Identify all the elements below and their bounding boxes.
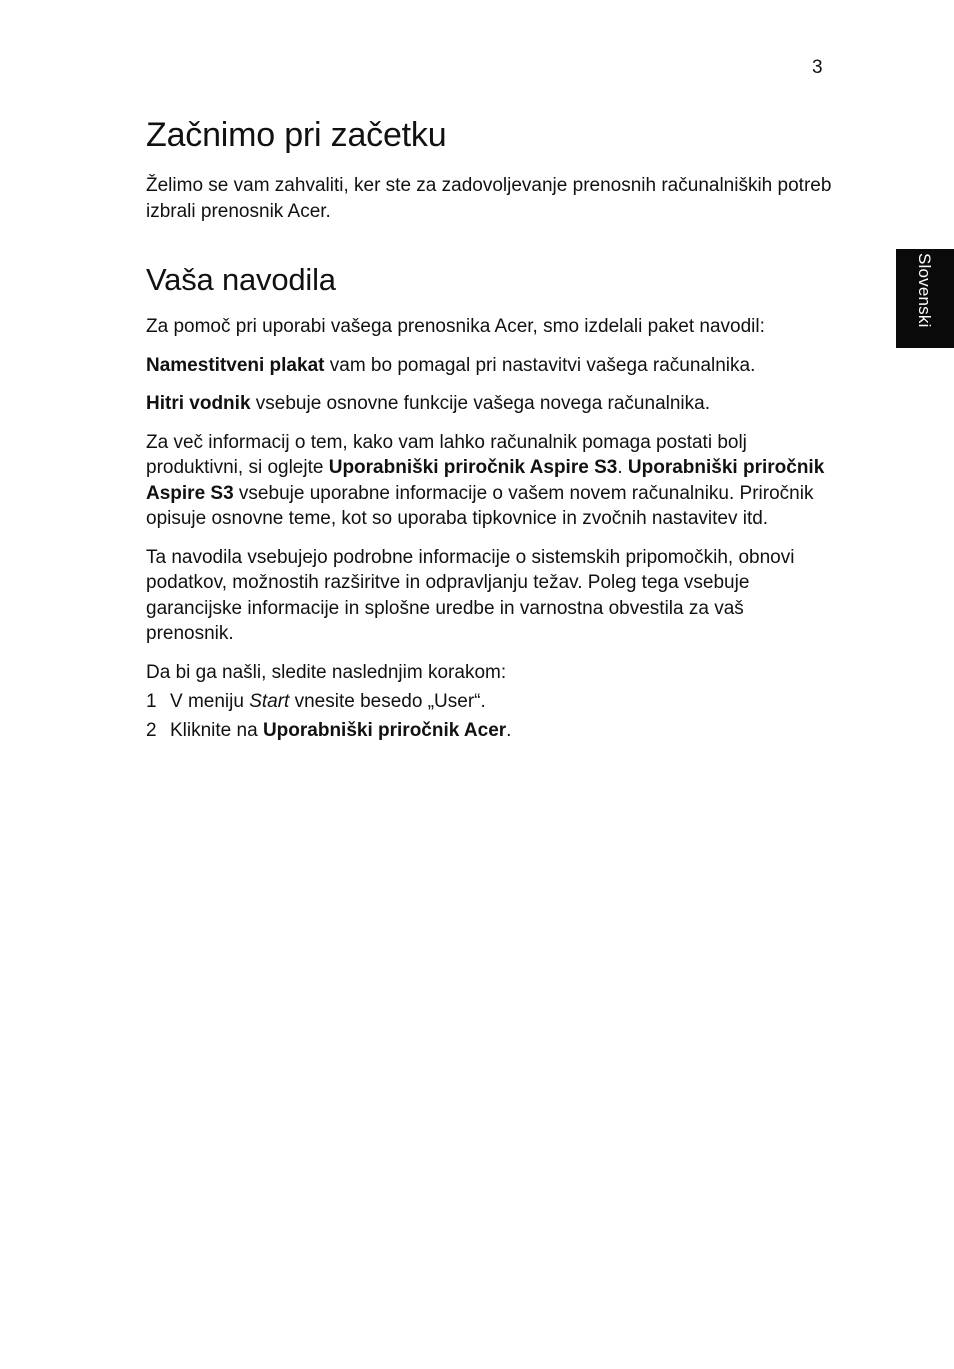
- intro-paragraph: Želimo se vam zahvaliti, ker ste za zadovoljevanje prenosnih računalniških potreb izbrali prenosnik Acer.: [146, 175, 832, 222]
- user-manual-text-a: Za več informacij o tem, kako vam lahko računalnik pomaga postati bolj produktivni, si oglejte: [146, 431, 747, 478]
- step-text: vnesite besedo „User“.: [289, 691, 486, 712]
- start-menu-term: Start: [249, 691, 290, 712]
- step-text: .: [506, 719, 512, 741]
- setup-poster-paragraph: [146, 353, 836, 379]
- quick-guide-text: vsebuje osnovne funkcije vašega novega računalnika.: [250, 393, 710, 414]
- step-text: V meniju: [170, 691, 250, 712]
- steps-list: [146, 689, 836, 743]
- setup-poster-text: vam bo pomagal pri nastavitvi vašega računalnika.: [324, 354, 756, 376]
- heading-your-guides: Vaša navodila: [146, 262, 336, 297]
- step-number: 2: [146, 719, 157, 741]
- guides-intro-paragraph: Za pomoč pri uporabi vašega prenosnika Acer, smo izdelali paket navodil:: [146, 316, 765, 337]
- acer-manual-term: Uporabniški priročnik Acer: [262, 719, 507, 741]
- step-number: 1: [146, 691, 157, 712]
- setup-poster-term: Namestitveni plakat: [146, 354, 325, 376]
- quick-guide-term: Hitri vodnik: [146, 393, 251, 414]
- steps-intro-paragraph: Da bi ga našli, sledite naslednjim korakom:: [146, 661, 507, 683]
- user-manual-title-1: Uporabniški priročnik Aspire S3: [328, 457, 618, 478]
- step-text: Kliknite na: [170, 719, 263, 741]
- language-tab: [896, 249, 954, 348]
- page-number: 3: [812, 57, 823, 78]
- page-content: [146, 115, 836, 746]
- quick-guide-paragraph: [146, 391, 836, 417]
- user-manual-text-c: vsebuje uporabne informacije o vašem novem računalniku. Priročnik opisuje osnovne teme, kot so uporaba tipkovnice in zvočnih nastavitev itd.: [146, 482, 814, 529]
- heading-getting-started: Začnimo pri začetku: [146, 116, 447, 154]
- language-tab-label: Slovenski: [915, 253, 934, 328]
- list-item: [146, 718, 836, 744]
- user-manual-text-b: .: [617, 457, 628, 478]
- user-manual-title-2: Uporabniški priročnik Aspire S3: [146, 457, 825, 504]
- guide-details-paragraph: Ta navodila vsebujejo podrobne informacije o sistemskih pripomočkih, obnovi podatkov, možnostih razširitve in odpravljanju težav. Poleg tega vsebuje garancijske informacije in splošne uredbe in varnostna obvestila za vaš prenosnik.: [146, 546, 795, 644]
- list-item: [146, 689, 836, 715]
- user-manual-paragraph: [146, 430, 836, 532]
